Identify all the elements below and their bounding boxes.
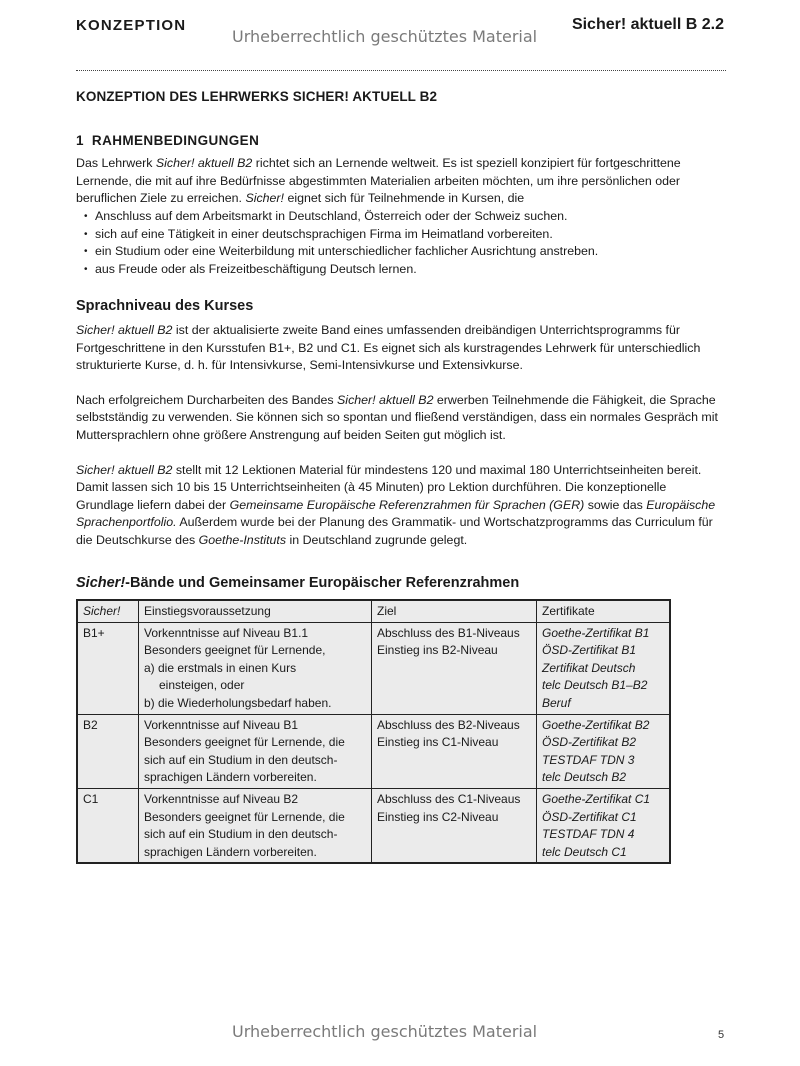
section-title: RAHMENBEDINGUNGEN [91, 132, 260, 148]
goal-cell: Abschluss des B2-Niveaus Einstieg ins C1-Niveau [372, 714, 537, 788]
reference-table [76, 599, 671, 864]
goal-cell: Abschluss des C1-Niveaus Einstieg ins C2-Niveau [372, 789, 537, 864]
column-header: Sicher! [77, 600, 139, 622]
column-header: Ziel [372, 600, 537, 622]
column-header: Zertifikate [537, 600, 671, 622]
level-cell: B2 [77, 714, 139, 788]
list-item: • sich auf eine Tätigkeit in einer deutschsprachigen Firma im Heimatland vorbereiten. [84, 226, 726, 244]
running-title: Sicher! aktuell B 2.2 [571, 16, 724, 33]
document-title: KONZEPTION DES LEHRWERKS SICHER! AKTUELL B2 [76, 89, 438, 104]
goal-cell: Abschluss des B1-Niveaus Einstieg ins B2-Niveau [372, 622, 537, 714]
table-heading: Sicher!-Bände und Gemeinsamer Europäischer Referenzrahmen [76, 575, 520, 592]
intro-paragraph: Das Lehrwerk Sicher! aktuell B2 richtet sich an Lernende weltweit. Es ist speziell konzipiert für fortgeschrittene Lernende, die mit auf ihre Bedürfnisse abgestimmten Materialien arbeiten möchten, um ihre persönlichen oder beruflichen Ziele zu erreichen. Sicher! eignet sich für Teilnehmende in Kursen, die [76, 156, 681, 206]
level-cell: C1 [77, 789, 139, 864]
paragraph: Sicher! aktuell B2 ist der aktualisierte zweite Band eines umfassenden dreibändigen Unterrichtsprogramms für Fortgeschrittene in den Kursstufen B1+, B2 und C1. Es eignet sich als kurstragendes Lehrwerk für unterschiedlich strukturierte Kurse, d. h. für Intensivkurse, Semi-Intensivkurse und Extensivkurse. [76, 322, 701, 373]
column-header: Einstiegsvoraussetzung [139, 600, 372, 622]
table-header-row [77, 600, 670, 622]
entry-cell: Vorkenntnisse auf Niveau B2 Besonders geeignet für Lernende, die sich auf ein Studium in den deutsch- sprachigen Ländern vorbereiten. [139, 789, 372, 864]
section-heading [76, 132, 726, 150]
certificates-cell: Goethe-Zertifikat B2 ÖSD-Zertifikat B2 TESTDAF TDN 3 telc Deutsch B2 [537, 714, 671, 788]
target-group-list [76, 208, 726, 278]
page-content [76, 88, 726, 864]
entry-cell: Vorkenntnisse auf Niveau B1 Besonders geeignet für Lernende, die sich auf ein Studium in den deutsch- sprachigen Ländern vorbereiten. [139, 714, 372, 788]
watermark-top: Urheberrechtlich geschütztes Material [232, 27, 538, 46]
running-head: KONZEPTION [76, 17, 187, 34]
list-item: • aus Freude oder als Freizeitbeschäftigung Deutsch lernen. [84, 261, 726, 279]
entry-cell: Vorkenntnisse auf Niveau B1.1 Besonders geeignet für Lernende, a) die erstmals in einen Kurs einsteigen, oder b) die Wiederholungsbedarf haben. [139, 622, 372, 714]
list-item: • Anschluss auf dem Arbeitsmarkt in Deutschland, Österreich oder der Schweiz suchen. [84, 208, 726, 226]
page-number: 5 [718, 1029, 725, 1041]
certificates-cell: Goethe-Zertifikat C1 ÖSD-Zertifikat C1 TESTDAF TDN 4 telc Deutsch C1 [537, 789, 671, 864]
paragraph: Nach erfolgreichem Durcharbeiten des Bandes Sicher! aktuell B2 erwerben Teilnehmende die Fähigkeit, die Sprache selbstständig zu verwenden. Sie können sich so spontan und fließend verständigen, dass ein normales Gespräch mit Muttersprachlern ohne größere Anstrengung auf beiden Seiten gut möglich ist. [76, 392, 718, 442]
subsection-heading-sprachniveau: Sprachniveau des Kurses [76, 298, 254, 315]
list-item: • ein Studium oder eine Weiterbildung mit unterschiedlicher fachlicher Ausrichtung anstreben. [84, 243, 726, 261]
table-row [77, 622, 670, 714]
watermark-bottom: Urheberrechtlich geschütztes Material [232, 1022, 538, 1041]
certificates-cell: Goethe-Zertifikat B1 ÖSD-Zertifikat B1 Zertifikat Deutsch telc Deutsch B1–B2 Beruf [537, 622, 671, 714]
section-number: 1 [76, 132, 84, 148]
level-cell: B1+ [77, 622, 139, 714]
table-row [77, 789, 670, 864]
paragraph: Sicher! aktuell B2 stellt mit 12 Lektionen Material für mindestens 120 und maximal 180 Unterrichtseinheiten bereit. Damit lassen sich 10 bis 15 Unterrichtseinheiten (à 45 Minuten) pro Lektion durchführen. Die konzeptionelle Grundlage liefern dabei der Gemeinsame Europäische Referenzrahmen für Sprachen (GER) sowie das Europäische Sprachenportfolio. Außerdem wurde bei der Planung des Grammatik- und Wortschatzprogramms das Curriculum für die Deutschkurse des Goethe-Instituts in Deutschland zugrunde gelegt. [76, 462, 716, 547]
table-row [77, 714, 670, 788]
dotted-divider [76, 70, 726, 71]
